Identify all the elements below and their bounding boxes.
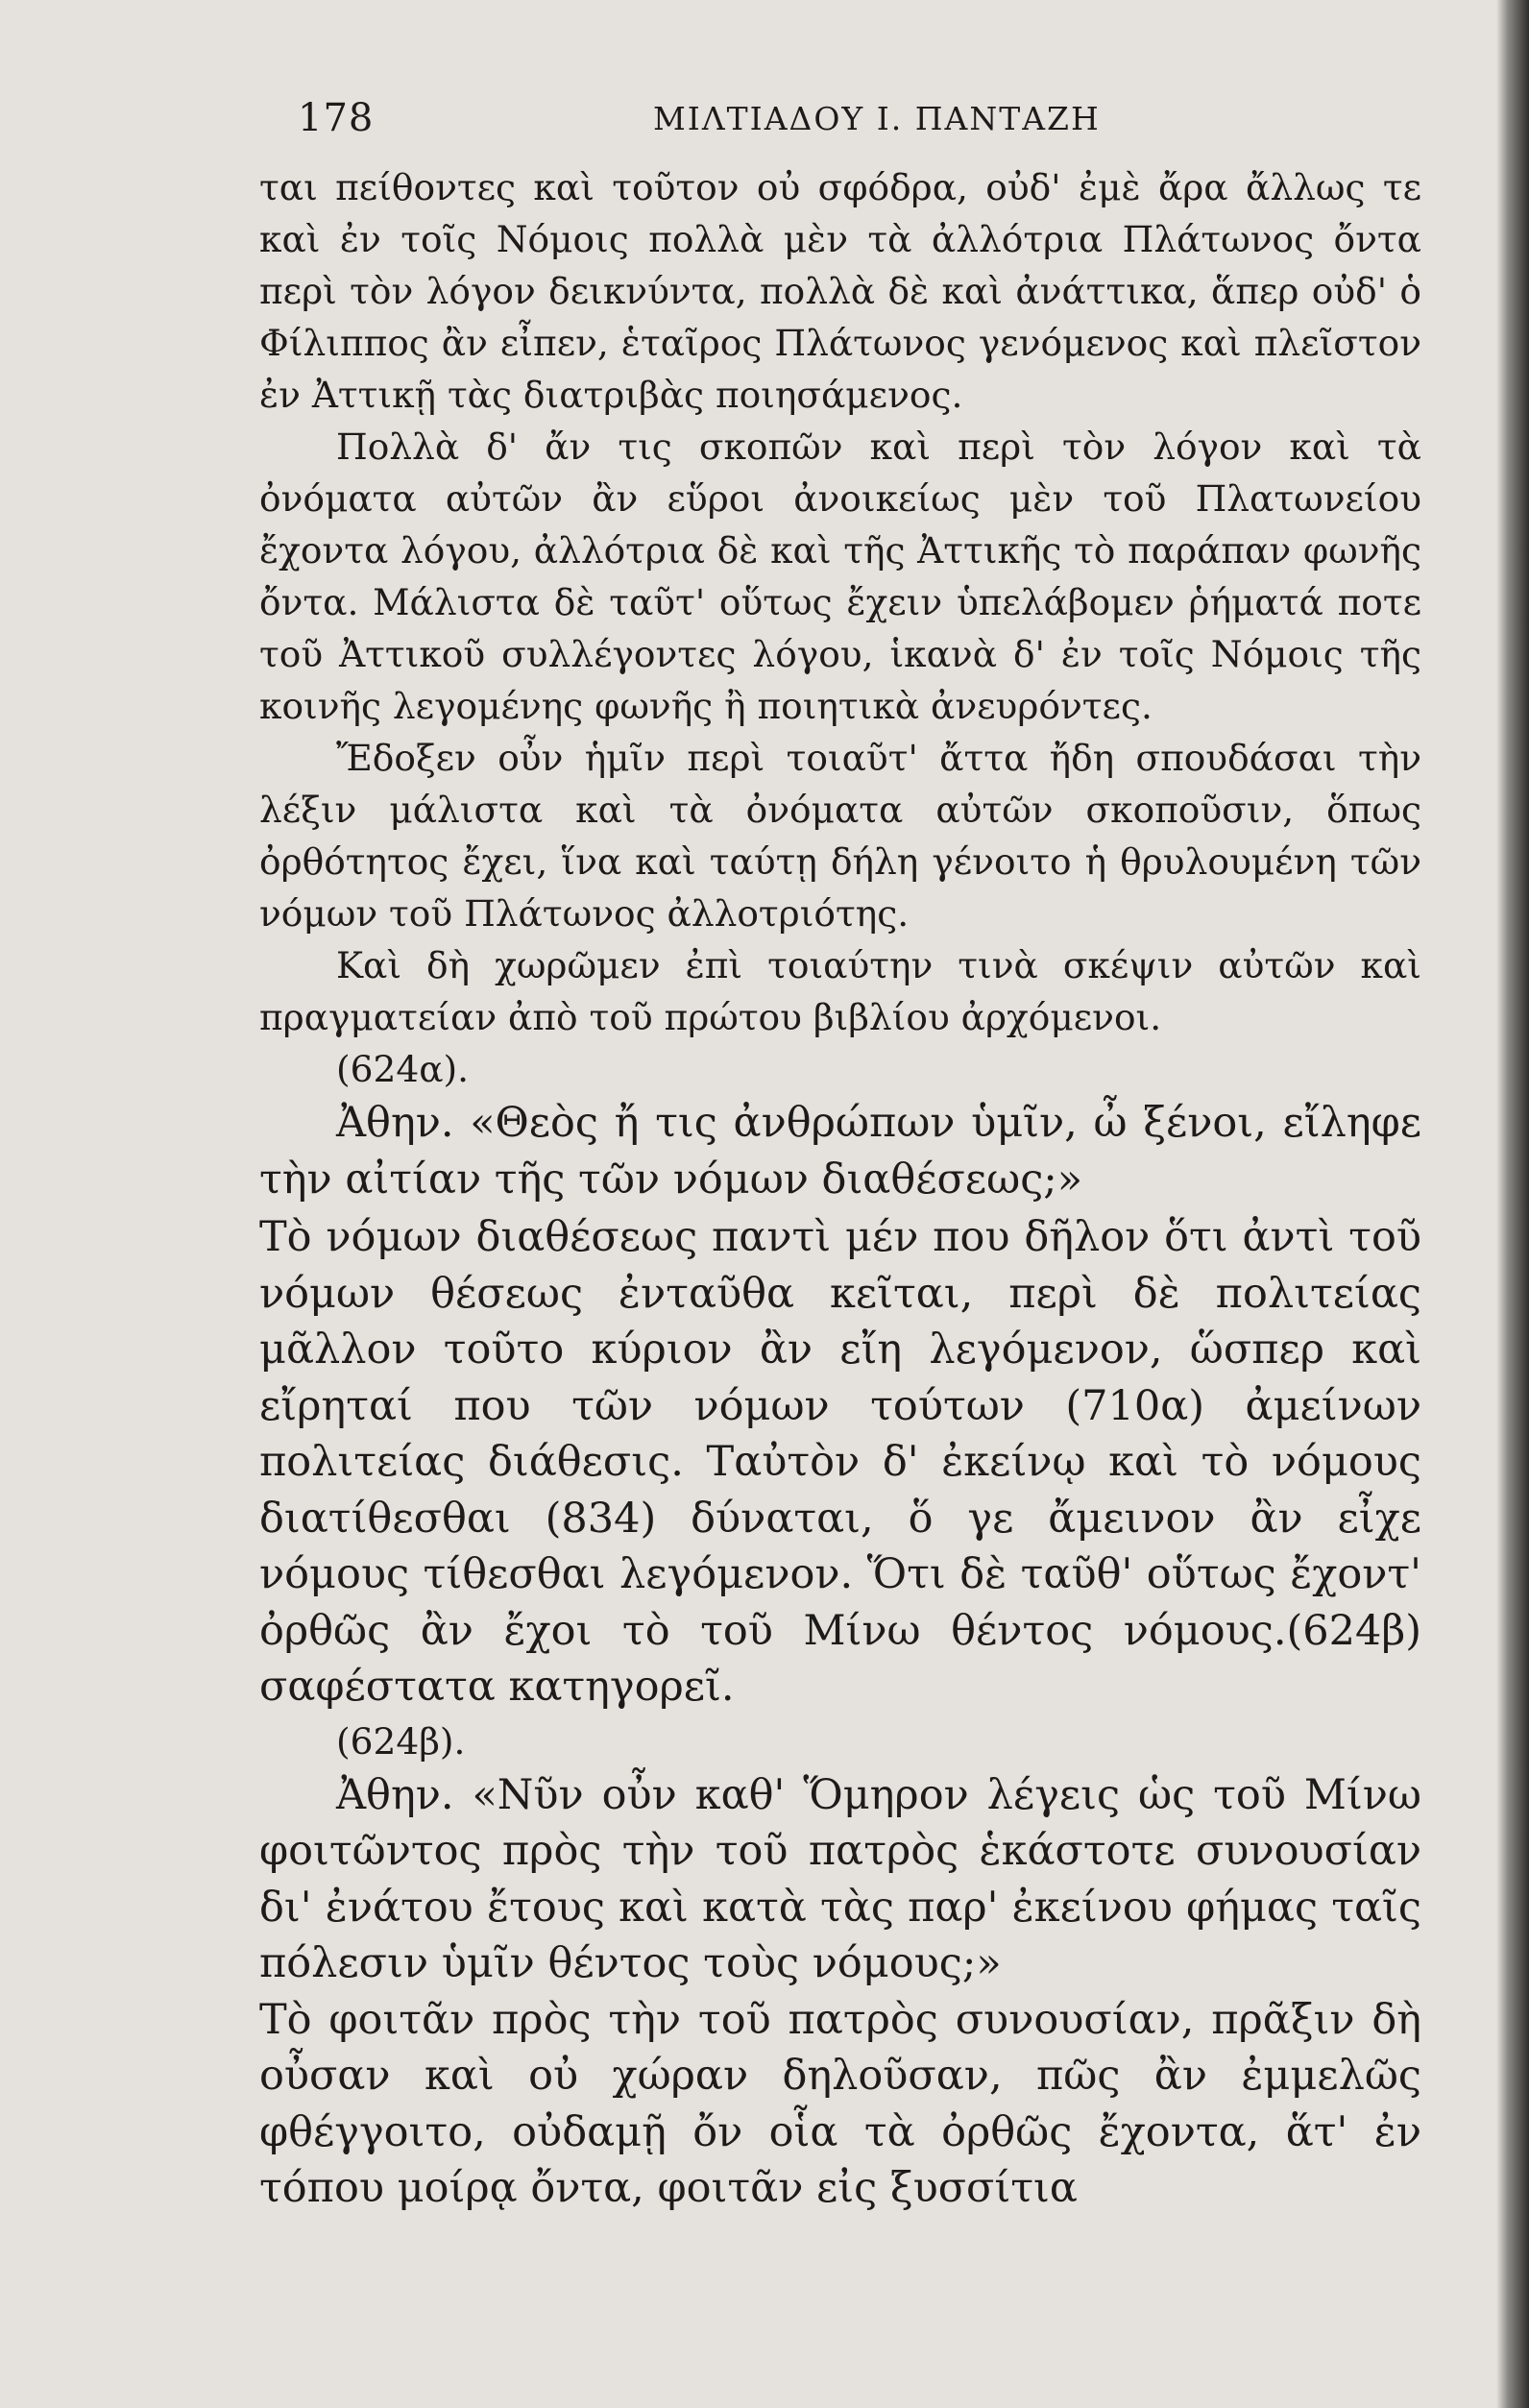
- paragraph-nomon-diatheseos: Τὸ νόμων διαθέσεως παντὶ μέν που δῆλον ὅτι ἀντὶ τοῦ νόμων θέσεως ἐνταῦθα κεῖται, περὶ δὲ πολιτείας μᾶλλον τοῦτο κύριον ἂν εἴη λεγόμενον, ὥσπερ καὶ εἴρηταί που τῶν νόμων τούτων (710α) ἀμείνων πολιτείας διάθεσις. Ταὐτὸν δ' ἐκείνῳ καὶ τὸ νόμους διατίθεσθαι (834) δύναται, ὅ γε ἄμεινον ἂν εἶχε νόμους τίθεσθαι λεγόμενον. Ὅτι δὲ ταῦθ' οὕτως ἔχοντ' ὀρθῶς ἂν ἔχοι τὸ τοῦ Μίνω θέντος νόμους.(624β) σαφέστατα κατηγορεῖ.: [259, 1213, 1421, 1711]
- paragraph-continuation: ται πείθοντες καὶ τοῦτον οὐ σφόδρα, οὐδ' ἐμὲ ἄρα ἄλλως τε καὶ ἐν τοῖς Νόμοις πολλὰ μὲν τὰ ἀλλότρια Πλάτωνος ὄντα περὶ τὸν λόγον δεικνύντα, πολλὰ δὲ καὶ ἀνάττικα, ἅπερ οὐδ' ὁ Φίλιππος ἂν εἶπεν, ἑταῖρος Πλάτωνος γενόμενος καὶ πλεῖστον ἐν Ἀττικῇ τὰς διατριβὰς ποιησάμενος.: [259, 166, 1421, 416]
- quote-athen-1: Ἀθην. «Θεὸς ἤ τις ἀνθρώπων ὑμῖν, ὦ ξένοι, εἴληφε τὴν αἰτίαν τῆς τῶν νόμων διαθέσεως;»: [259, 1099, 1421, 1204]
- quote-athen-2: Ἀθην. «Νῦν οὖν καθ' Ὅμηρον λέγεις ὡς τοῦ Μίνω φοιτῶντος πρὸς τὴν τοῦ πατρὸς ἑκάστοτε συνουσίαν δι' ἐνάτου ἔτους καὶ κατὰ τὰς παρ' ἐκείνου φήμας ταῖς πόλεσιν ὑμῖν θέντος τοὺς νόμους;»: [259, 1770, 1421, 1987]
- paragraph-edoxen: Ἔδοξεν οὖν ἡμῖν περὶ τοιαῦτ' ἄττα ἤδη σπουδάσαι τὴν λέξιν μάλιστα καὶ τὰ ὀνόματα αὐτῶν σκοποῦσιν, ὅπως ὀρθότητος ἔχει, ἵνα καὶ ταύτῃ δήλη γένοιτο ἡ θρυλουμένη τῶν νόμων τοῦ Πλάτωνος ἀλλοτριότης.: [259, 737, 1421, 935]
- paragraph-polla: Πολλὰ δ' ἄν τις σκοπῶν καὶ περὶ τὸν λόγον καὶ τὰ ὀνόματα αὐτῶν ἂν εὕροι ἀνοικείως μὲν τοῦ Πλατωνείου ἔχοντα λόγου, ἀλλότρια δὲ καὶ τῆς Ἀττικῆς τὸ παράπαν φωνῆς ὄντα. Μάλιστα δὲ ταῦτ' οὕτως ἔχειν ὑπελάβομεν ῥήματά ποτε τοῦ Ἀττικοῦ συλλέγοντες λόγου, ἱκανὰ δ' ἐν τοῖς Νόμοις τῆς κοινῆς λεγομένης φωνῆς ἢ ποιητικὰ ἀνευρόντες.: [259, 426, 1421, 727]
- book-page: [259, 96, 1421, 2217]
- paragraph-to-phoitan: Τὸ φοιτᾶν πρὸς τὴν τοῦ πατρὸς συνουσίαν, πρᾶξιν δὴ οὖσαν καὶ οὐ χώραν δηλοῦσαν, πῶς ἂν ἐμμελῶς φθέγγοιτο, οὐδαμῇ ὄν οἷα τὰ ὀρθῶς ἔχοντα, ἅτ' ἐν τόπου μοίρᾳ ὄντα, φοιτᾶν εἰς ξυσσίτια: [259, 1995, 1421, 2212]
- paragraph-kai-de: Καὶ δὴ χωρῶμεν ἐπὶ τοιαύτην τινὰ σκέψιν αὐτῶν καὶ πραγματείαν ἀπὸ τοῦ πρώτου βιβλίου ἀρχόμενοι.: [259, 944, 1421, 1038]
- page-edge-shadow: [1496, 0, 1529, 2408]
- running-title: ΜΙΛΤΙΑΔΟΥ Ι. ΠΑΝΤΑΖΗ: [653, 100, 1101, 137]
- citation-624b: (624β).: [336, 1719, 466, 1763]
- citation-624a: (624α).: [336, 1048, 470, 1090]
- page-number: 178: [298, 96, 375, 140]
- running-head: [259, 96, 1421, 144]
